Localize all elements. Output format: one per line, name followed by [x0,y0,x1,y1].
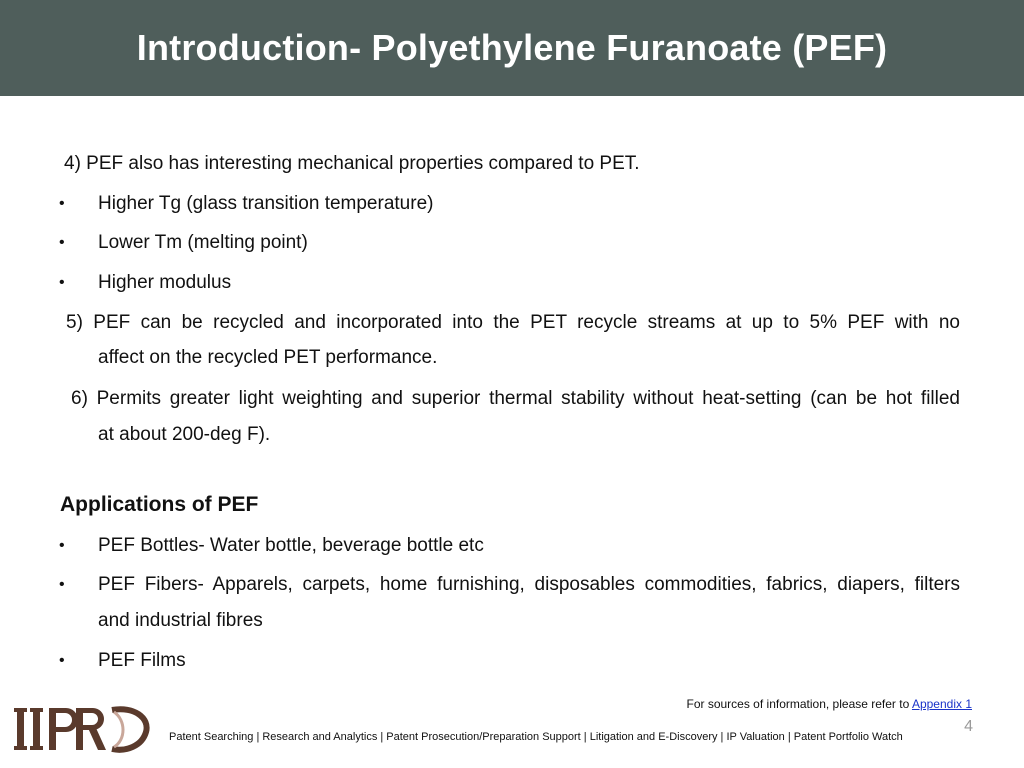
point-5-line-2: affect on the recycled PET performance. [98,347,438,368]
sources-text: For sources of information, please refer to [686,697,910,711]
bullet-dot: • [59,652,65,669]
services-footer: Patent Searching | Research and Analytics | Patent Prosecution/Preparation Support | Litigation and E-Discovery | IP Valuation | Patent Portfolio Watch [169,731,903,743]
sources-note [687,697,973,711]
application-bottles: PEF Bottles- Water bottle, beverage bottle etc [98,535,484,556]
bullet-dot: • [59,234,65,251]
applications-heading: Applications of PEF [60,493,259,516]
bullet-higher-modulus: Higher modulus [98,272,232,293]
bullet-dot: • [59,576,65,593]
appendix-link[interactable]: Appendix 1 [911,697,972,711]
page-number: 4 [964,718,973,735]
application-fibers-line-2: and industrial fibres [98,610,263,631]
point-6-line-2: at about 200-deg F). [98,424,271,445]
bullet-dot: • [59,274,65,291]
bullet-lower-tm: Lower Tm (melting point) [98,232,308,253]
application-fibers-line-1: PEF Fibers- Apparels, carpets, home furnishing, disposables commodities, fabrics, diapers, filters [98,574,960,595]
bullet-dot: • [59,195,65,212]
iiprd-logo [14,700,150,758]
application-films: PEF Films [98,650,186,671]
point-5-line-1: 5) PEF can be recycled and incorporated into the PET recycle streams at up to 5% PEF with no [66,312,960,333]
point-6-line-1: 6) Permits greater light weighting and superior thermal stability without heat-setting (can be hot filled [71,388,960,409]
point-4: 4) PEF also has interesting mechanical properties compared to PET. [64,153,640,174]
logo-text: IIPRD [14,700,17,701]
bullet-higher-tg: Higher Tg (glass transition temperature) [98,193,434,214]
slide-header [0,0,1024,96]
slide-title: Introduction- Polyethylene Furanoate (PEF) [136,27,888,68]
bullet-dot: • [59,537,65,554]
